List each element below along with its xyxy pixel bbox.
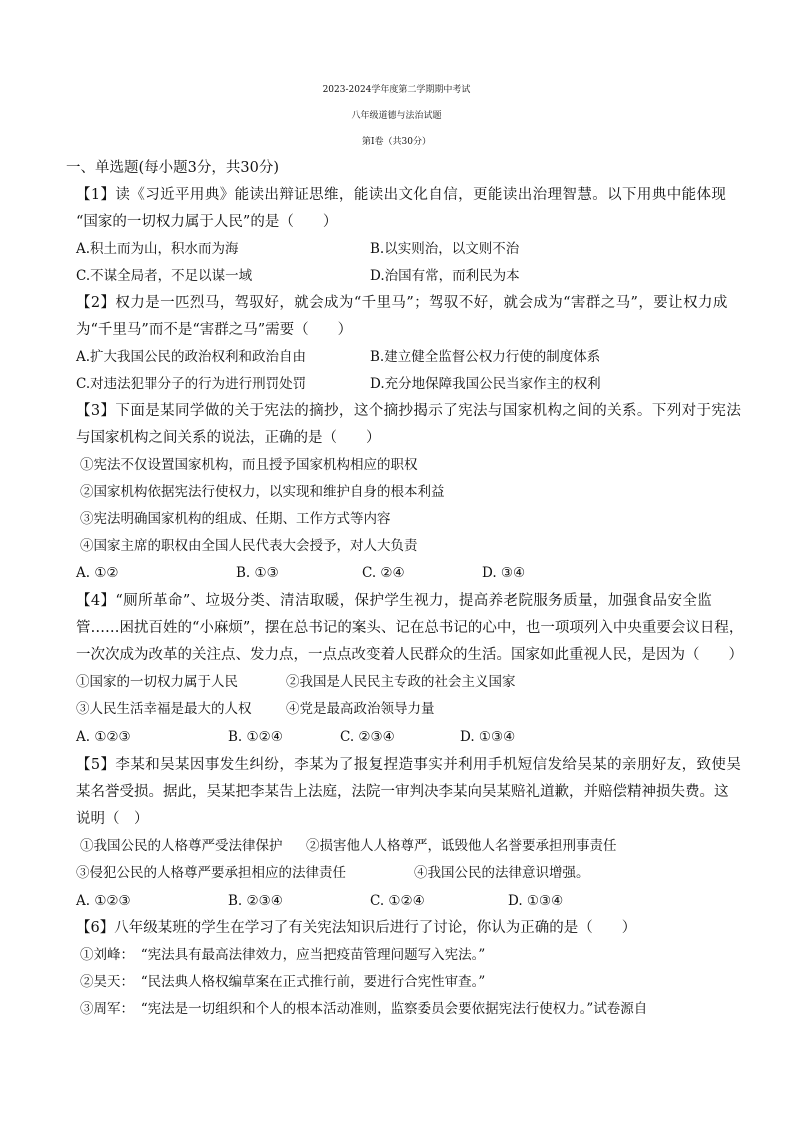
q4-statement-3: ③人民生活幸福是最大的人权 [76, 701, 252, 717]
q4-stem-line2: 管……困扰百姓的“小麻烦”，摆在总书记的案头、记在总书记的心中，也一项项列入中央重要会议日程， [76, 620, 744, 636]
q4-statement-1: ①国家的一切权力属于人民 [76, 674, 238, 690]
q1-option-a: A.积土而为山，积水而为海 [76, 241, 239, 257]
q2-option-d: D.充分地保障我国公民当家作主的权利 [370, 376, 601, 392]
q2-stem-line2: 为“千里马”而不是“害群之马”需要（ ） [76, 322, 353, 338]
q6-stem-line1: 【6】八年级某班的学生在学习了有关宪法知识后进行了讨论，你认为正确的是（ ） [76, 920, 637, 936]
q2-option-a: A.扩大我国公民的政治权利和政治自由 [76, 349, 307, 365]
q6-statement-3: ③周军： “宪法是一切组织和个人的根本活动准则，监察委员会要依据宪法行使权力。”试卷源自 [80, 1001, 648, 1017]
q2-option-b: B.建立健全监督公权力行使的制度体系 [370, 349, 601, 365]
q5-option-d: D. ①③④ [508, 893, 564, 909]
q3-statement-1: ①宪法不仅设置国家机构，而且授予国家机构相应的职权 [80, 457, 418, 473]
q5-statement-4: ④我国公民的法律意识增强。 [414, 865, 590, 881]
q1-stem-line2: “国家的一切权力属于人民”的是（ ） [76, 214, 338, 230]
q1-option-b: B.以实则治，以文则不治 [370, 241, 520, 257]
q3-option-c: C. ②④ [362, 565, 405, 581]
section-heading: 一、单选题(每小题3分，共30分) [66, 160, 279, 176]
q3-option-b: B. ①③ [236, 565, 279, 581]
q3-option-a: A. ①② [76, 565, 119, 581]
q5-option-a: A. ①②③ [76, 893, 131, 909]
q3-option-d: D. ③④ [482, 565, 526, 581]
q2-option-c: C.对违法犯罪分子的行为进行刑罚处罚 [76, 376, 307, 392]
q1-option-d: D.治国有常，而利民为本 [370, 268, 520, 284]
q3-stem-line1: 【3】下面是某同学做的关于宪法的摘抄，这个摘抄揭示了宪法与国家机构之间的关系。下列对于宪法 [76, 403, 742, 419]
exam-subtitle: 八年级道德与法治试题 [351, 111, 442, 121]
q5-stem-line1: 【5】李某和吴某因事发生纠纷，李某为了报复捏造事实并利用手机短信发给吴某的亲朋好友，致使吴 [76, 757, 742, 773]
exam-volume: 第Ⅰ卷（共30分） [361, 137, 431, 147]
q4-option-d: D. ①③④ [460, 729, 516, 745]
q5-statement-3: ③侵犯公民的人格尊严要承担相应的法律责任 [76, 865, 346, 881]
q6-statement-2: ②昊天： “民法典人格权编草案在正式推行前，要进行合宪性审查。” [80, 974, 486, 990]
q4-stem-line3: 一次次成为改革的关注点、发力点，一点点改变着人民群众的生活。国家如此重视人民，是因为（ ） [76, 647, 743, 663]
q1-stem-line1: 【1】读《习近平用典》能读出辩证思维，能读出文化自信，更能读出治理智慧。以下用典中能体现 [76, 187, 727, 203]
q5-stem-line2: 某名誉受损。据此，吴某把李某告上法庭，法院一审判决李某向吴某赔礼道歉，并赔偿精神损失费。这 [76, 784, 729, 800]
q5-statement-1: ①我国公民的人格尊严受法律保护 [80, 838, 283, 854]
q2-stem-line1: 【2】权力是一匹烈马，驾驭好，就会成为“千里马”；驾驭不好，就会成为“害群之马”，要让权力成 [76, 295, 728, 311]
q3-statement-4: ④国家主席的职权由全国人民代表大会授予，对人大负责 [80, 538, 418, 554]
q5-option-b: B. ②③④ [228, 893, 283, 909]
q4-option-a: A. ①②③ [76, 729, 131, 745]
q3-statement-3: ③宪法明确国家机构的组成、任期、工作方式等内容 [80, 511, 391, 527]
q3-stem-line2: 与国家机构之间关系的说法，正确的是（ ） [76, 430, 381, 446]
q4-option-b: B. ①②④ [228, 729, 283, 745]
q5-stem-line3: 说明（ ） [76, 811, 149, 827]
q5-statement-2: ②损害他人人格尊严，诋毁他人名誉要承担刑事责任 [306, 838, 617, 854]
q3-statement-2: ②国家机构依据宪法行使权力，以实现和维护自身的根本利益 [80, 484, 445, 500]
q4-statement-4: ④党是最高政治领导力量 [286, 701, 435, 717]
q4-option-c: C. ②③④ [340, 729, 395, 745]
q1-option-c: C.不谋全局者，不足以谋一域 [76, 268, 253, 284]
exam-title: 2023-2024学年度第二学期期中考试 [322, 85, 471, 95]
q6-statement-1: ①刘峰： “宪法具有最高法律效力，应当把疫苗管理问题写入宪法。” [80, 947, 486, 963]
q4-statement-2: ②我国是人民民主专政的社会主义国家 [286, 674, 516, 690]
q4-stem-line1: 【4】“厕所革命”、垃圾分类、清洁取暖，保护学生视力，提高养老院服务质量，加强食品安全监 [76, 593, 713, 609]
q5-option-c: C. ①②④ [370, 893, 425, 909]
